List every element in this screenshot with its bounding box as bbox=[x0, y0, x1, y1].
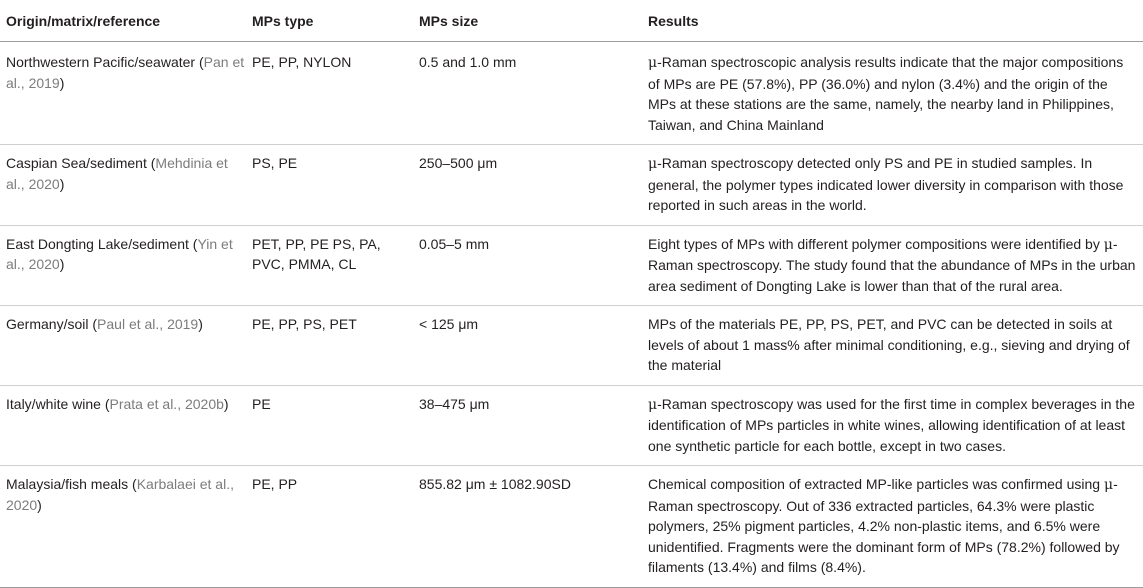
table-body bbox=[0, 42, 1143, 588]
cell-size: 38–475 μm bbox=[413, 385, 642, 466]
origin-end: ) bbox=[59, 74, 65, 91]
origin-text: Germany/soil ( bbox=[6, 316, 98, 332]
cell-size: 855.82 μm ± 1082.90SD bbox=[413, 466, 642, 588]
result-text-start: Chemical composition of extracted MP-like particles was confirmed using bbox=[648, 476, 1104, 492]
result-text: -Raman spectroscopy. The study found that the abundance of MPs in the urban area sediment of Dongting Lake is lower than that of the rural area. bbox=[648, 235, 1136, 294]
origin-end: ) bbox=[59, 256, 65, 272]
cell-type: PE, PP bbox=[246, 466, 413, 588]
cell-size: 0.5 and 1.0 mm bbox=[413, 42, 642, 145]
cell-size: 250–500 μm bbox=[413, 145, 642, 226]
cell-origin bbox=[0, 225, 246, 306]
cell-results bbox=[642, 145, 1143, 226]
mu-symbol: μ bbox=[648, 156, 658, 172]
cell-origin bbox=[0, 466, 246, 588]
header-results: Results bbox=[642, 0, 1143, 42]
header-origin: Origin/matrix/reference bbox=[0, 0, 246, 42]
cell-size: 0.05–5 mm bbox=[413, 225, 642, 306]
cell-type: PE, PP, PS, PET bbox=[246, 306, 413, 386]
origin-text: Caspian Sea/sediment ( bbox=[6, 155, 156, 171]
reference-link[interactable]: Yin et al., 2020 bbox=[6, 235, 233, 272]
reference-link[interactable]: Paul et al., 2019 bbox=[97, 316, 199, 332]
cell-type: PS, PE bbox=[246, 145, 413, 226]
cell-type: PET, PP, PE PS, PA, PVC, PMMA, CL bbox=[246, 225, 413, 306]
reference-link[interactable]: Prata et al., 2020b bbox=[109, 395, 224, 412]
reference-link[interactable]: Karbalaei et al., 2020 bbox=[6, 476, 234, 513]
origin-end: ) bbox=[198, 316, 203, 332]
mu-symbol: μ bbox=[648, 396, 658, 413]
cell-results bbox=[642, 385, 1143, 466]
cell-type: PE bbox=[246, 385, 413, 466]
mu-symbol: μ bbox=[1103, 236, 1113, 253]
cell-results: MPs of the materials PE, PP, PS, PET, and PVC can be detected in soils at levels of about 1 mass% after minimal conditioning, e.g., sieving and drying of the material bbox=[642, 306, 1143, 386]
result-text: -Raman spectroscopy detected only PS and PE in studied samples. In general, the polymer types indicated lower diversity in comparison with those reported in such areas in the world. bbox=[648, 155, 1124, 213]
header-row bbox=[0, 0, 1143, 42]
table-row bbox=[0, 466, 1143, 588]
cell-origin bbox=[0, 306, 246, 386]
cell-origin bbox=[0, 385, 246, 466]
table-row bbox=[0, 42, 1143, 145]
mu-symbol: μ bbox=[648, 55, 658, 71]
cell-type: PE, PP, NYLON bbox=[246, 42, 413, 145]
result-text: -Raman spectroscopy. Out of 336 extracted particles, 64.3% were plastic polymers, 25% pigment particles, 4.2% non-plastic items, and 6.5% were unidentified. Fragments were the dominant form of MPs (78.2%) followed by filaments (13.4%) and films (8.4%). bbox=[648, 476, 1120, 575]
cell-results bbox=[642, 225, 1143, 306]
table-row bbox=[0, 225, 1143, 306]
origin-text: Italy/white wine ( bbox=[6, 395, 110, 412]
cell-size: < 125 μm bbox=[413, 306, 642, 386]
mu-symbol: μ bbox=[1103, 477, 1114, 493]
reference-link[interactable]: Pan et al., 2019 bbox=[6, 54, 245, 91]
cell-results bbox=[642, 466, 1143, 588]
cell-origin bbox=[0, 42, 246, 145]
origin-text: Malaysia/fish meals ( bbox=[6, 476, 137, 492]
result-text: -Raman spectroscopic analysis results indicate that the major compositions of MPs are PE (57.8%), PP (36.0%) and nylon (3.4%) and the origin of the MPs at these stations are the same, namely, the nearby land in Philippines, Taiwan, and China Mainland bbox=[648, 54, 1124, 133]
header-size: MPs size bbox=[413, 0, 642, 42]
table-row bbox=[0, 145, 1143, 226]
table-row bbox=[0, 385, 1143, 466]
reference-link[interactable]: Mehdinia et al., 2020 bbox=[6, 155, 228, 192]
origin-text: Northwestern Pacific/seawater ( bbox=[6, 54, 204, 70]
cell-origin bbox=[0, 145, 246, 226]
table-header bbox=[0, 0, 1143, 42]
table-row bbox=[0, 306, 1143, 386]
result-text-start: Eight types of MPs with different polymer compositions were identified by bbox=[648, 235, 1104, 252]
result-text: -Raman spectroscopy was used for the first time in complex beverages in the identification of MPs particles in white wines, allowing identification of at least one synthetic particle for each bottle, except in two cases. bbox=[648, 395, 1135, 454]
origin-end: ) bbox=[223, 395, 229, 412]
origin-end: ) bbox=[37, 496, 42, 513]
header-type: MPs type bbox=[246, 0, 413, 42]
origin-end: ) bbox=[59, 175, 65, 192]
origin-text: East Dongting Lake/sediment ( bbox=[6, 235, 198, 252]
cell-results bbox=[642, 42, 1143, 145]
